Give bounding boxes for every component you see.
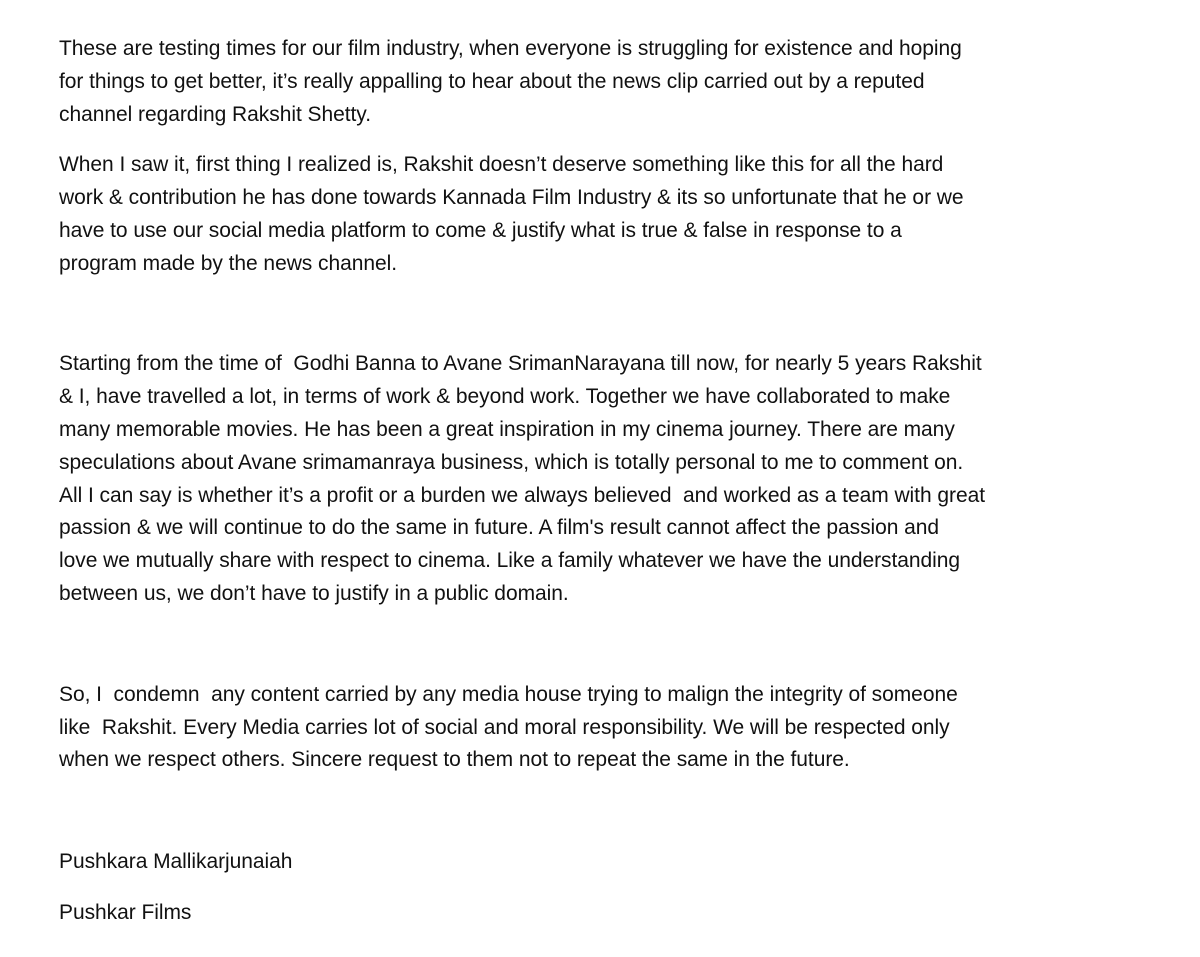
paragraph-2-line-3: have to use our social media platform to come & justify what is true & false in response to a	[59, 219, 902, 242]
paragraph-1-line-1: These are testing times for our film industry, when everyone is struggling for existence and hoping	[59, 37, 962, 60]
paragraph-2-line-4: program made by the news channel.	[59, 252, 398, 275]
paragraph-4-line-3: when we respect others. Sincere request to them not to repeat the same in the future.	[59, 748, 850, 771]
paragraph-2-line-2: work & contribution he has done towards Kannada Film Industry & its so unfortunate that he or we	[59, 186, 964, 209]
paragraph-3-line-4: speculations about Avane srimamanraya business, which is totally personal to me to comment on.	[59, 451, 964, 474]
signatory-company: Pushkar Films	[59, 901, 192, 924]
paragraph-3-line-2: & I, have travelled a lot, in terms of work & beyond work. Together we have collaborated to make	[59, 385, 951, 408]
paragraph-1-line-2: for things to get better, it’s really appalling to hear about the news clip carried out by a reputed	[59, 70, 925, 93]
paragraph-3-line-5: All I can say is whether it’s a profit or a burden we always believed and worked as a team with great	[59, 484, 985, 507]
paragraph-4-line-1: So, I condemn any content carried by any media house trying to malign the integrity of someone	[59, 683, 958, 706]
paragraph-3-line-7: love we mutually share with respect to cinema. Like a family whatever we have the understanding	[59, 549, 961, 572]
paragraph-4-line-2: like Rakshit. Every Media carries lot of social and moral responsibility. We will be respected only	[59, 716, 950, 739]
paragraph-1-line-3: channel regarding Rakshit Shetty.	[59, 103, 371, 126]
paragraph-3-line-8: between us, we don’t have to justify in a public domain.	[59, 582, 569, 605]
paragraph-3-line-3: many memorable movies. He has been a great inspiration in my cinema journey. There are many	[59, 418, 955, 441]
paragraph-3-line-1: Starting from the time of Godhi Banna to Avane SrimanNarayana till now, for nearly 5 years Rakshit	[59, 352, 982, 375]
signatory-name: Pushkara Mallikarjunaiah	[59, 850, 293, 873]
paragraph-3-line-6: passion & we will continue to do the same in future. A film's result cannot affect the passion and	[59, 516, 940, 539]
paragraph-2-line-1: When I saw it, first thing I realized is, Rakshit doesn’t deserve something like this for all the hard	[59, 153, 944, 176]
